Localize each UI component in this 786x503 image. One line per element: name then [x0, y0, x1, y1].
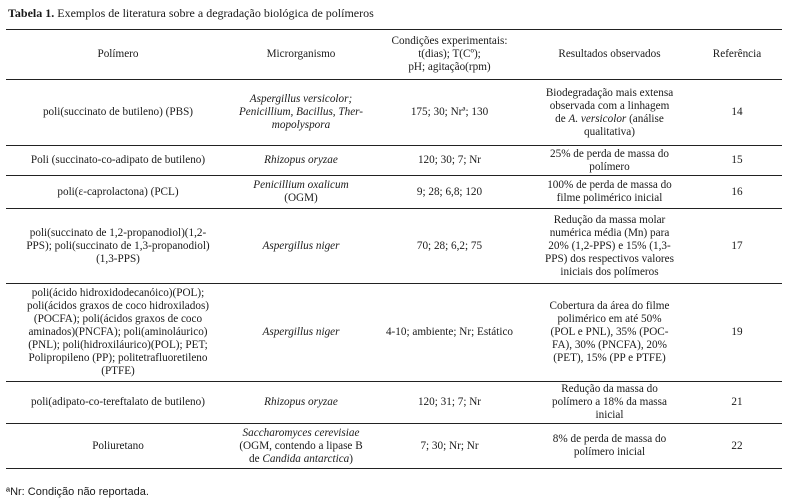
- degradation-table: [6, 29, 782, 469]
- header-row: [6, 30, 782, 80]
- cell-resultados: Redução da massa molar numérica média (Mn) para 20% (1,2-PPS) e 15% (1,3- PPS) dos respectivos valores iniciais dos polímeros: [545, 213, 674, 278]
- polimero-line: (1,3-PPS): [96, 252, 140, 265]
- cell-referencia: 16: [731, 185, 743, 198]
- cell-polimero: [6, 424, 230, 469]
- cell-condicoes: 175; 30; Nrª; 130: [410, 106, 489, 118]
- caption-label: Tabela 1.: [8, 6, 55, 20]
- table-row: [6, 80, 782, 146]
- cell-referencia: 17: [731, 239, 743, 252]
- polimero-line: poli(adipato-co-tereftalato de butileno): [31, 396, 205, 408]
- cell-polimero: [6, 382, 230, 424]
- polimero-line: poli(succinato de 1,2-propanodiol)(1,2-: [29, 226, 207, 239]
- polimero-line: (POCFA); poli(ácidos graxos de coco: [33, 313, 203, 325]
- cell-polimero: [6, 209, 230, 284]
- cell-microrganismo: Saccharomyces cerevisiae (OGM, contendo a lipase B de Candida antarctica): [239, 426, 363, 465]
- polimero-line: (PTFE): [101, 365, 135, 377]
- cell-resultados: Biodegradação mais extensa observada com a linhagem de A. versicolor (análise qualitativa): [545, 86, 674, 138]
- polimero-line: Poli (succinato-co-adipato de butileno): [30, 154, 206, 166]
- cell-polimero: [6, 146, 230, 176]
- header-referencia: Referência: [712, 48, 762, 60]
- table-row: [6, 284, 782, 382]
- polimero-line: Poliuretano: [92, 439, 144, 452]
- polimero-line: poli(ácido hidroxidodecanóico)(POL);: [31, 287, 205, 299]
- polimero-line: Polipropileno (PP); politetrafluoretileno: [28, 352, 208, 364]
- cell-resultados: 100% de perda de massa do filme polimérico inicial: [547, 179, 672, 204]
- polimero-line: aminados)(PNCFA); poli(aminoláurico): [28, 326, 208, 338]
- cell-condicoes: 120; 30; 7; Nr: [417, 154, 482, 166]
- table-caption: [8, 6, 374, 20]
- header-condicoes-line3: pH; agitação(rpm): [408, 61, 491, 73]
- cell-microrganismo: Aspergillus niger: [262, 326, 340, 338]
- table-row: [6, 382, 782, 424]
- cell-microrganismo: Aspergillus niger: [262, 239, 340, 252]
- cell-microrganismo: Rhizopus oryzae: [264, 154, 338, 166]
- cell-condicoes: 70; 28; 6,2; 75: [416, 239, 483, 252]
- table-row: [6, 146, 782, 176]
- polimero-line: poli(ε-caprolactona) (PCL): [57, 185, 179, 198]
- cell-microrganismo: Penicillium oxalicum (OGM): [253, 179, 349, 204]
- header-resultados: Resultados observados: [558, 48, 661, 60]
- cell-condicoes: 9; 28; 6,8; 120: [416, 185, 483, 198]
- cell-microrganismo: Aspergillus versicolor; Penicillium, Bacillus, Ther- mopolyspora: [238, 93, 364, 131]
- cell-condicoes: 120; 31; 7; Nr: [417, 396, 482, 408]
- cell-microrganismo: Rhizopus oryzae: [264, 396, 338, 408]
- polimero-line: poli(succinato de butileno) (PBS): [42, 106, 194, 118]
- header-condicoes-line2: t(dias); T(Cº);: [418, 48, 481, 60]
- cell-resultados: Redução da massa do polímero a 18% da massa inicial: [552, 383, 667, 421]
- cell-polimero: [6, 80, 230, 146]
- caption-text: Exemplos de literatura sobre a degradação biológica de polímeros: [57, 6, 374, 20]
- cell-polimero: [6, 284, 230, 382]
- header-condicoes: [372, 30, 527, 80]
- cell-referencia: 22: [731, 439, 743, 452]
- polimero-line: (PNL); poli(hidroxiláurico)(POL); PET;: [28, 339, 208, 351]
- cell-referencia: 21: [731, 396, 743, 408]
- cell-referencia: 15: [731, 154, 743, 166]
- cell-condicoes: 4-10; ambiente; Nr; Estático: [385, 326, 514, 338]
- polimero-line: poli(ácidos graxos de coco hidroxilados): [26, 300, 210, 312]
- cell-referencia: 14: [731, 106, 743, 118]
- table-row: [6, 176, 782, 209]
- header-microrganismo: Microrganismo: [266, 48, 336, 60]
- header-polimero: Polímero: [97, 48, 139, 60]
- cell-referencia: 19: [731, 326, 743, 338]
- cell-condicoes: 7; 30; Nr; Nr: [420, 439, 479, 452]
- polimero-line: PPS); poli(succinato de 1,3-propanodiol): [26, 239, 210, 252]
- cell-resultados: Cobertura da área do filme polimérico em até 50% (POL e PNL), 35% (POC- FA), 30% (PNCFA), 20% (PET), 15% (PP e PTFE): [549, 300, 670, 364]
- footnote: ªNr: Condição não reportada.: [6, 486, 149, 498]
- cell-resultados: 8% de perda de massa do polímero inicial: [552, 433, 667, 458]
- table-row: [6, 424, 782, 469]
- table-row: [6, 209, 782, 284]
- cell-polimero: [6, 176, 230, 209]
- cell-resultados: 25% de perda de massa do polímero: [550, 147, 669, 173]
- header-condicoes-line1: Condições experimentais:: [391, 35, 508, 47]
